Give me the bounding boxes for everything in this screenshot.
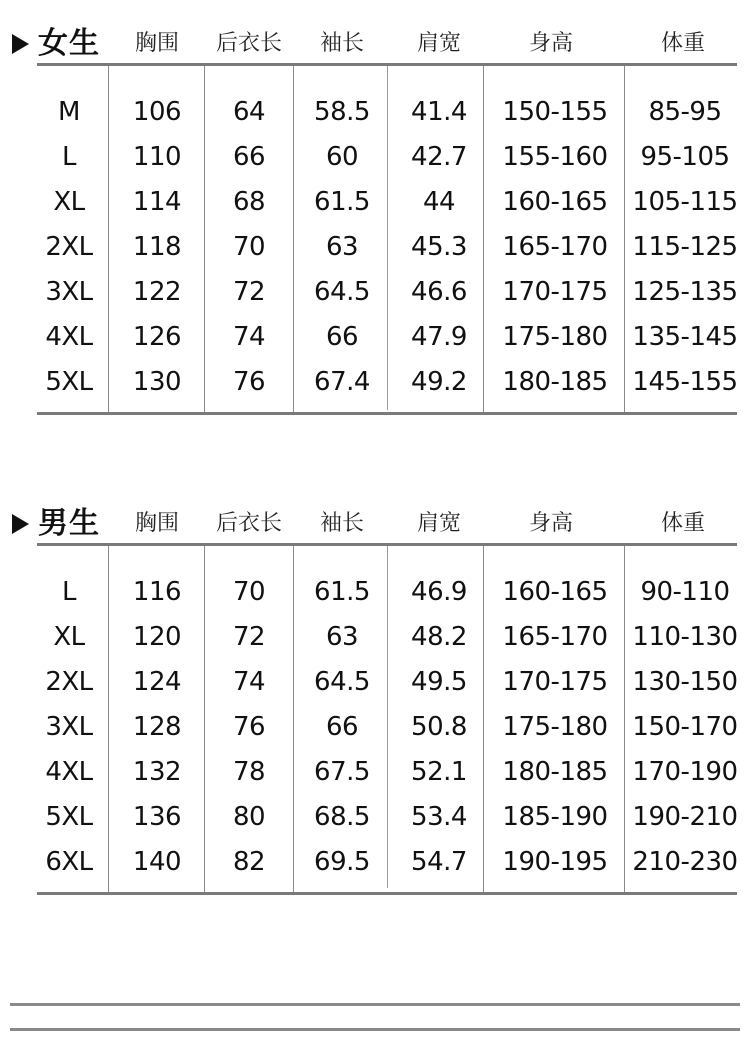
col-header-height: 身高 <box>528 511 574 536</box>
cell-back-length: 78 <box>232 757 266 787</box>
col-header-chest: 胸围 <box>134 511 180 536</box>
cell-chest: 106 <box>132 97 182 127</box>
cell-shoulder: 53.4 <box>411 802 467 832</box>
cell-size: L <box>62 577 76 607</box>
men-size-table <box>0 500 750 900</box>
cell-shoulder: 49.2 <box>411 367 467 397</box>
cell-back-length: 82 <box>232 847 266 877</box>
cell-sleeve: 64.5 <box>314 667 370 697</box>
cell-back-length: 76 <box>232 367 266 397</box>
col-header-chest: 胸围 <box>134 31 180 56</box>
cell-weight: 145-155 <box>632 367 738 397</box>
cell-back-length: 74 <box>232 322 266 352</box>
footer-rule <box>10 1028 740 1031</box>
col-header-back-length: 后衣长 <box>215 511 283 536</box>
cell-shoulder: 52.1 <box>411 757 467 787</box>
cell-height: 160-165 <box>502 187 608 217</box>
column-divider <box>387 66 388 410</box>
cell-chest: 122 <box>132 277 182 307</box>
cell-height: 190-195 <box>502 847 608 877</box>
cell-chest: 120 <box>132 622 182 652</box>
cell-weight: 135-145 <box>632 322 738 352</box>
cell-shoulder: 54.7 <box>411 847 467 877</box>
column-divider <box>293 66 294 412</box>
cell-shoulder: 45.3 <box>411 232 467 262</box>
column-divider <box>483 546 484 892</box>
column-divider <box>624 546 625 892</box>
women-header-row <box>0 20 750 68</box>
cell-sleeve: 61.5 <box>314 187 370 217</box>
cell-weight: 130-150 <box>632 667 738 697</box>
cell-weight: 150-170 <box>632 712 738 742</box>
cell-size: 4XL <box>45 757 93 787</box>
col-header-back-length: 后衣长 <box>215 31 283 56</box>
cell-height: 160-165 <box>502 577 608 607</box>
cell-size: 2XL <box>45 667 93 697</box>
cell-sleeve: 67.4 <box>314 367 370 397</box>
cell-sleeve: 64.5 <box>314 277 370 307</box>
cell-weight: 95-105 <box>640 142 730 172</box>
footer-rule <box>10 1003 740 1006</box>
cell-weight: 190-210 <box>632 802 738 832</box>
column-divider <box>108 546 109 892</box>
cell-chest: 110 <box>132 142 182 172</box>
cell-sleeve: 63 <box>325 232 359 262</box>
cell-chest: 130 <box>132 367 182 397</box>
cell-chest: 126 <box>132 322 182 352</box>
column-divider <box>204 546 205 892</box>
cell-shoulder: 48.2 <box>411 622 467 652</box>
cell-size: L <box>62 142 76 172</box>
cell-back-length: 68 <box>232 187 266 217</box>
men-section-title: 男生 <box>38 506 100 541</box>
col-header-sleeve: 袖长 <box>319 31 365 56</box>
cell-size: 3XL <box>45 277 93 307</box>
cell-size: 3XL <box>45 712 93 742</box>
cell-chest: 128 <box>132 712 182 742</box>
cell-weight: 105-115 <box>632 187 738 217</box>
cell-back-length: 74 <box>232 667 266 697</box>
column-divider <box>624 66 625 412</box>
cell-size: M <box>58 97 80 127</box>
cell-chest: 132 <box>132 757 182 787</box>
cell-size: 4XL <box>45 322 93 352</box>
cell-height: 180-185 <box>502 757 608 787</box>
cell-shoulder: 44 <box>422 187 456 217</box>
cell-chest: 116 <box>132 577 182 607</box>
women-bottom-rule <box>37 412 737 415</box>
cell-height: 180-185 <box>502 367 608 397</box>
cell-back-length: 64 <box>232 97 266 127</box>
column-divider <box>293 546 294 892</box>
cell-sleeve: 61.5 <box>314 577 370 607</box>
cell-size: XL <box>53 187 85 217</box>
women-size-table <box>0 20 750 420</box>
cell-back-length: 70 <box>232 577 266 607</box>
cell-weight: 115-125 <box>632 232 738 262</box>
cell-shoulder: 47.9 <box>411 322 467 352</box>
triangle-marker-icon <box>12 514 29 534</box>
cell-weight: 125-135 <box>632 277 738 307</box>
cell-back-length: 70 <box>232 232 266 262</box>
cell-sleeve: 68.5 <box>314 802 370 832</box>
cell-sleeve: 66 <box>325 322 359 352</box>
cell-chest: 114 <box>132 187 182 217</box>
cell-weight: 110-130 <box>632 622 738 652</box>
column-divider <box>204 66 205 412</box>
cell-back-length: 80 <box>232 802 266 832</box>
cell-chest: 136 <box>132 802 182 832</box>
col-header-height: 身高 <box>528 31 574 56</box>
column-divider <box>387 546 388 888</box>
triangle-marker-icon <box>12 34 29 54</box>
cell-size: 5XL <box>45 802 93 832</box>
cell-sleeve: 66 <box>325 712 359 742</box>
cell-chest: 118 <box>132 232 182 262</box>
cell-shoulder: 46.6 <box>411 277 467 307</box>
cell-back-length: 72 <box>232 277 266 307</box>
cell-height: 155-160 <box>502 142 608 172</box>
cell-sleeve: 67.5 <box>314 757 370 787</box>
cell-size: XL <box>53 622 85 652</box>
men-bottom-rule <box>37 892 737 895</box>
col-header-shoulder: 肩宽 <box>416 511 462 536</box>
col-header-weight: 体重 <box>660 511 706 536</box>
cell-size: 5XL <box>45 367 93 397</box>
cell-back-length: 76 <box>232 712 266 742</box>
cell-sleeve: 58.5 <box>314 97 370 127</box>
cell-back-length: 66 <box>232 142 266 172</box>
cell-height: 185-190 <box>502 802 608 832</box>
cell-weight: 170-190 <box>632 757 738 787</box>
cell-weight: 210-230 <box>632 847 738 877</box>
cell-back-length: 72 <box>232 622 266 652</box>
col-header-sleeve: 袖长 <box>319 511 365 536</box>
cell-shoulder: 50.8 <box>411 712 467 742</box>
cell-chest: 124 <box>132 667 182 697</box>
cell-height: 165-170 <box>502 622 608 652</box>
cell-shoulder: 41.4 <box>411 97 467 127</box>
women-section-title: 女生 <box>38 26 100 61</box>
cell-sleeve: 69.5 <box>314 847 370 877</box>
cell-chest: 140 <box>132 847 182 877</box>
cell-height: 175-180 <box>502 712 608 742</box>
cell-size: 2XL <box>45 232 93 262</box>
cell-shoulder: 49.5 <box>411 667 467 697</box>
cell-weight: 90-110 <box>640 577 730 607</box>
cell-height: 165-170 <box>502 232 608 262</box>
cell-size: 6XL <box>45 847 93 877</box>
column-divider <box>483 66 484 412</box>
cell-height: 170-175 <box>502 667 608 697</box>
cell-sleeve: 60 <box>325 142 359 172</box>
col-header-weight: 体重 <box>660 31 706 56</box>
cell-height: 150-155 <box>502 97 608 127</box>
cell-weight: 85-95 <box>648 97 722 127</box>
cell-height: 175-180 <box>502 322 608 352</box>
cell-sleeve: 63 <box>325 622 359 652</box>
cell-height: 170-175 <box>502 277 608 307</box>
cell-shoulder: 46.9 <box>411 577 467 607</box>
column-divider <box>108 66 109 412</box>
col-header-shoulder: 肩宽 <box>416 31 462 56</box>
cell-shoulder: 42.7 <box>411 142 467 172</box>
men-header-row <box>0 500 750 548</box>
